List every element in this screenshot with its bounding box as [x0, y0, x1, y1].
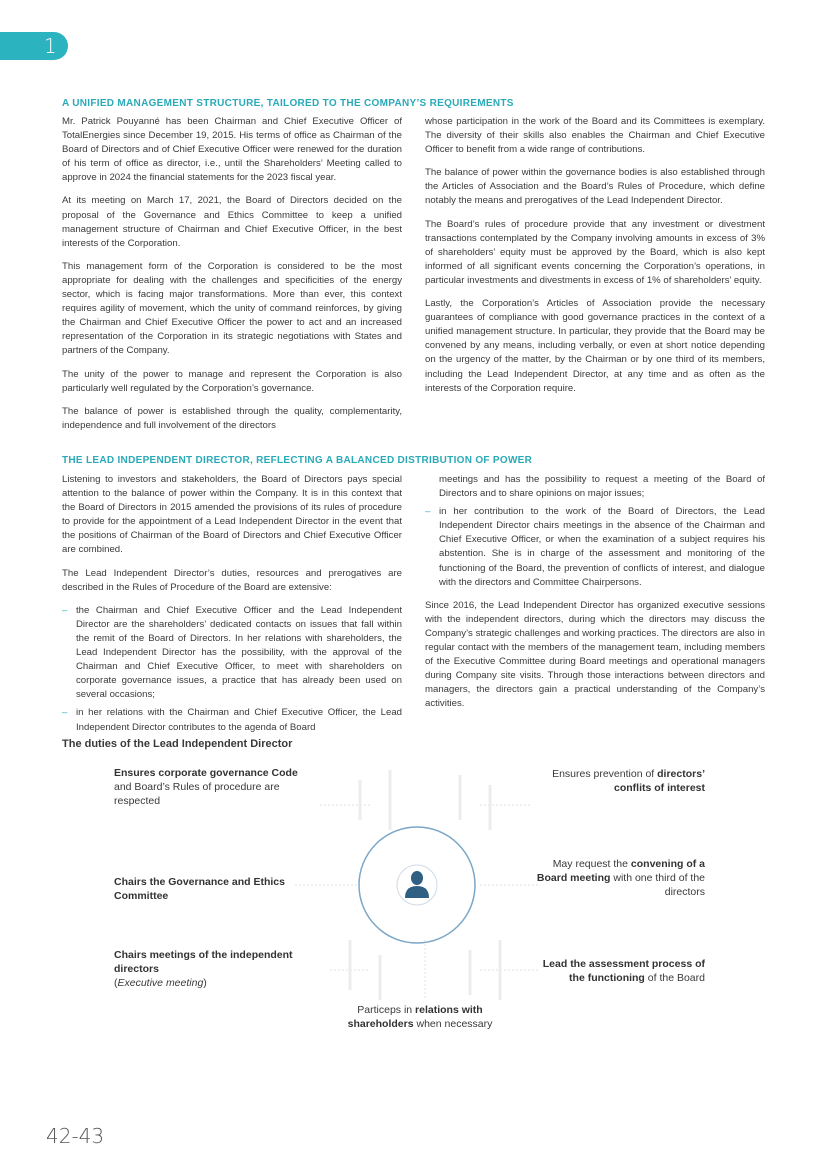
paragraph: Listening to investors and stakeholders, the Board of Directors pays special attention to the balance of power within the Company. It is in this context that the Board of Directors in 2015 amended the provisions of its rules of procedure to provide for the appointment of a Lead Independent Director in the event that the positions of Chairman of the Board of Directors and Chief Executive Officer are combined. — [62, 474, 402, 556]
section1-right-column — [425, 115, 765, 405]
duty-conflicts-of-interest: Ensures prevention of directors’ conflits of interest — [552, 768, 705, 794]
duties-list-continued — [425, 473, 765, 590]
section2-left-column — [62, 473, 402, 744]
list-item: – in her relations with the Chairman and Chief Executive Officer, the Lead Independent Director contributes to the agenda of Board — [62, 707, 402, 733]
list-item: – in her contribution to the work of the Board of Directors, the Lead Independent Director chairs meetings in the absence of the Chairman and Chief Executive Officer, or when the examination of a subject requires his abstention. She is in charge of the assessment and monitoring of the functioning of the Board, the prevention of conflicts of interest, and dialogue with the directors and Committee Chairpersons. — [425, 506, 765, 588]
duty-convene-board: May request the convening of a Board meeting with one third of the directors — [536, 858, 705, 898]
page-number: 42-43 — [46, 1124, 105, 1148]
duty-executive-meeting: Chairs meetings of the independent directors (Executive meeting) — [114, 949, 293, 989]
duty-shareholder-relations: Particeps in relations with shareholders when necessary — [347, 1004, 493, 1030]
paragraph: This management form of the Corporation is considered to be the most appropriate for dealing with the challenges and specificities of the energy sector, which is facing major transformations. More than ever, this context requires agility of movement, which the unity of command reinforces, by giving the Chairman and Chief Executive Officer the power to act and an increased representation of the Corporation in its strategic negotiations with States and partners of the Company. — [62, 260, 402, 357]
paragraph: The Board’s rules of procedure provide that any investment or divestment transactions contemplated by the Company involving amounts in excess of 3% of shareholders’ equity must be approved by the Board, which is also kept informed of all significant events concerning the Corporation’s operations, in particular investments and divestments in excess of 1% of shareholders’ equity. — [425, 218, 765, 286]
paragraph: Mr. Patrick Pouyanné has been Chairman and Chief Executive Officer of TotalEnergies since December 19, 2015. His terms of office as Chairman of the Board of Directors and of Chief Executive Officer were renewed for the duration of his term of office as director, i.e., until the Shareholders’ Meeting called to approve in 2024 the financial statements for the 2023 fiscal year. — [62, 116, 402, 184]
duties-list — [62, 604, 402, 735]
section2-right-column — [425, 473, 765, 721]
paragraph: The Lead Independent Director’s duties, resources and prerogatives are described in the Rules of Procedure of the Board are extensive: — [62, 567, 402, 593]
duties-diagram — [100, 760, 730, 1040]
duty-governance-committee: Chairs the Governance and Ethics Committee — [114, 876, 285, 902]
duty-governance-code: Ensures corporate governance Code and Board’s Rules of procedure are respected — [114, 767, 298, 807]
dash-bullet: – — [62, 707, 68, 719]
paragraph: Lastly, the Corporation’s Articles of Association provide the necessary guarantees of compliance with good governance practices in the context of a unified management structure. In particular, they provide that the Board may be convened by any means, including verbally, or even at short notice depending on the urgency of the matter, by the Chairman or by one third of its members, including the Lead Independent Director, at any time and as often as the interests of the Corporation require. — [425, 298, 765, 394]
paragraph: Since 2016, the Lead Independent Director has organized executive sessions with the independent directors, during which the directors may discuss the Company’s strategic challenges and working practices. The directors are also in regular contact with the members of the management team, including members of the Executive Committee during Board meetings and operational managers during Company site visits. Through those interactions between directors and managers, the directors gain a practical understanding of the Company’s activities. — [425, 599, 765, 710]
diagram-title: The duties of the Lead Independent Director — [62, 738, 293, 750]
dash-bullet: – — [425, 506, 431, 518]
list-item: – the Chairman and Chief Executive Officer and the Lead Independent Director are the shareholders’ dedicated contacts on issues that fall within the remit of the Board of Directors. In her relations with shareholders, the Lead Independent Director has the possibility, with the approval of the Chairman and Chief Executive Officer, to meet with shareholders on corporate governance issues, a practice that has already been used on several occasions; — [62, 604, 402, 701]
paragraph: The unity of the power to manage and represent the Corporation is also particularly well regulated by the Corporation’s governance. — [62, 368, 402, 394]
paragraph: At its meeting on March 17, 2021, the Board of Directors decided on the proposal of the Governance and Ethics Committee to keep a unified management structure of Chairman and Chief Executive Officer, in the best interests of the Corporation. — [62, 195, 402, 249]
section1-left-column — [62, 115, 402, 442]
list-item: meetings and has the possibility to request a meeting of the Board of Directors and to share opinions on major issues; — [439, 474, 765, 500]
paragraph: The balance of power is established through the quality, complementarity, independence and full involvement of the directors — [62, 405, 402, 431]
duty-assessment-process: Lead the assessment process of the functioning of the Board — [542, 958, 705, 984]
paragraph: The balance of power within the governance bodies is also established through the Articles of Association and the Board’s Rules of Procedure, which define notably the means and prerogatives of the Lead Independent Director. — [425, 167, 765, 207]
dash-bullet: – — [62, 604, 68, 616]
paragraph: whose participation in the work of the Board and its Committees is exemplary. The diversity of their skills also enables the Chairman and Chief Executive Officer to benefit from a wide range of contributions. — [425, 116, 765, 156]
section1-heading: A UNIFIED MANAGEMENT STRUCTURE, TAILORED TO THE COMPANY’S REQUIREMENTS — [62, 98, 514, 109]
chapter-tab — [0, 32, 68, 60]
chapter-number: 1 — [44, 34, 57, 58]
section2-heading: THE LEAD INDEPENDENT DIRECTOR, REFLECTING A BALANCED DISTRIBUTION OF POWER — [62, 455, 533, 466]
